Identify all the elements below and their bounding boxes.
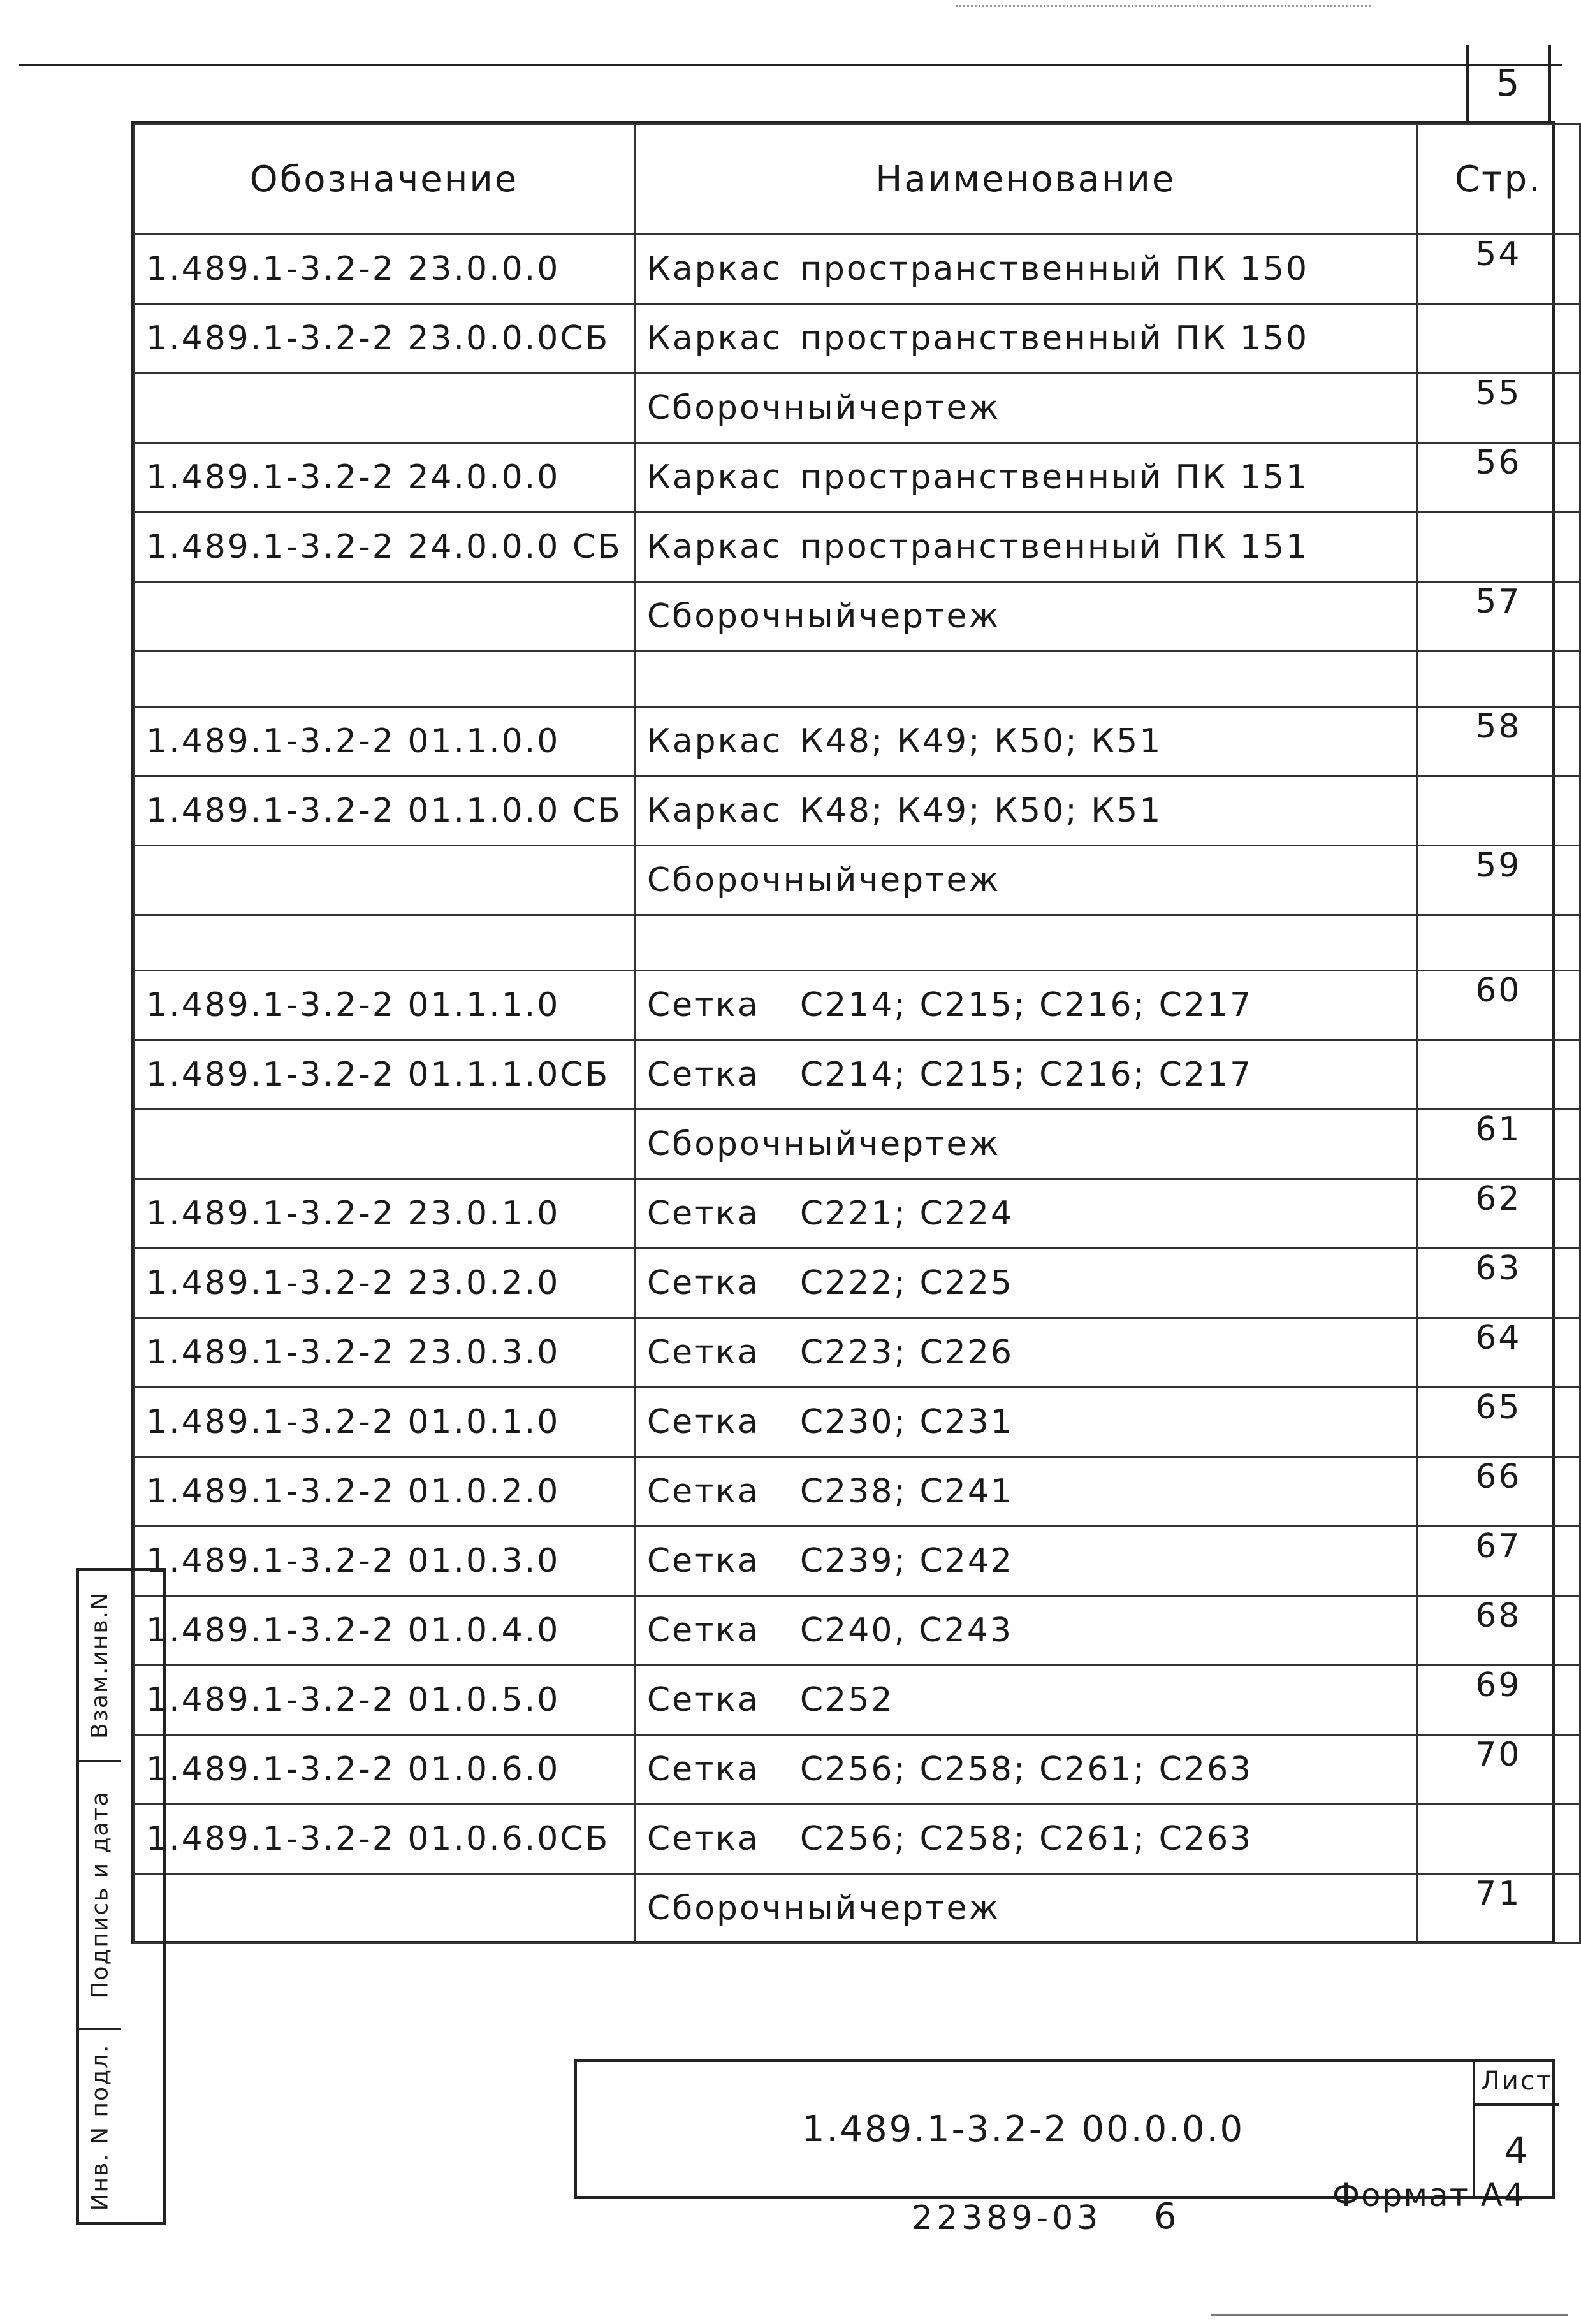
designation-cell: 1.489.1-3.2-2 01.0.6.0 bbox=[134, 1735, 635, 1805]
table-row bbox=[134, 776, 1580, 846]
header-designation: Обозначение bbox=[134, 124, 635, 235]
name-cell bbox=[634, 1040, 1417, 1110]
page-cell: 62 bbox=[1417, 1179, 1580, 1249]
item-name: С252 bbox=[799, 1681, 894, 1719]
name-cell bbox=[634, 235, 1417, 304]
item-name: чертеж bbox=[858, 1889, 1001, 1928]
side-label-inventory: Инв. N подл. bbox=[87, 2044, 113, 2211]
designation-cell: 1.489.1-3.2-2 23.0.3.0 bbox=[134, 1318, 635, 1388]
item-name: чертеж bbox=[858, 861, 1001, 899]
page-cell: 61 bbox=[1417, 1110, 1580, 1179]
table-row bbox=[134, 582, 1580, 651]
item-name: С238; С241 bbox=[799, 1472, 1014, 1511]
name-cell bbox=[634, 374, 1417, 443]
table-row bbox=[134, 304, 1580, 374]
page-cell: 67 bbox=[1417, 1527, 1580, 1596]
item-name: чертеж bbox=[858, 389, 1001, 427]
item-name: пространственный ПК 151 bbox=[799, 528, 1309, 566]
item-kind: Каркас bbox=[646, 250, 782, 288]
table-row bbox=[134, 651, 1580, 707]
designation-cell: 1.489.1-3.2-2 23.0.0.0СБ bbox=[134, 304, 635, 374]
page-number: 5 bbox=[1466, 45, 1551, 124]
item-kind: Сборочный bbox=[646, 389, 859, 427]
item-name: чертеж bbox=[858, 597, 1001, 635]
item-name: С240, С243 bbox=[799, 1611, 1014, 1650]
designation-cell: 1.489.1-3.2-2 01.0.3.0 bbox=[134, 1527, 635, 1596]
side-cell-inventory bbox=[79, 2030, 121, 2225]
designation-cell bbox=[134, 374, 635, 443]
designation-cell: 1.489.1-3.2-2 01.0.6.0СБ bbox=[134, 1805, 635, 1874]
designation-cell: 1.489.1-3.2-2 23.0.0.0 bbox=[134, 235, 635, 304]
page-cell bbox=[1417, 512, 1580, 582]
item-kind: Сетка bbox=[646, 986, 760, 1024]
item-kind: Сетка bbox=[646, 1403, 760, 1441]
top-dotted-line bbox=[956, 5, 1371, 7]
name-cell bbox=[634, 1179, 1417, 1249]
designation-cell: 1.489.1-3.2-2 01.0.1.0 bbox=[134, 1388, 635, 1457]
table-row bbox=[134, 1527, 1580, 1596]
page-cell: 57 bbox=[1417, 582, 1580, 651]
name-cell bbox=[634, 1110, 1417, 1179]
table-row bbox=[134, 971, 1580, 1040]
item-kind: Сетка bbox=[646, 1333, 760, 1372]
name-cell bbox=[634, 1596, 1417, 1666]
table-row bbox=[134, 707, 1580, 776]
item-kind: Сетка bbox=[646, 1611, 760, 1650]
side-label-replacement: Взам.инв.N bbox=[87, 1591, 113, 1739]
item-kind: Сетка bbox=[646, 1472, 760, 1511]
table-row bbox=[134, 235, 1580, 304]
item-kind: Каркас bbox=[646, 792, 782, 830]
header-name: Наименование bbox=[634, 124, 1417, 235]
item-kind: Сетка bbox=[646, 1820, 760, 1858]
name-cell bbox=[634, 1666, 1417, 1735]
item-name: пространственный ПК 151 bbox=[799, 458, 1309, 497]
side-stamp bbox=[76, 1568, 166, 2225]
item-kind: Сборочный bbox=[646, 597, 859, 635]
table-row bbox=[134, 915, 1580, 971]
page-cell: 64 bbox=[1417, 1318, 1580, 1388]
table-row bbox=[134, 1388, 1580, 1457]
name-cell bbox=[634, 915, 1417, 971]
item-kind: Сетка bbox=[646, 1264, 760, 1302]
name-cell bbox=[634, 971, 1417, 1040]
name-cell bbox=[634, 776, 1417, 846]
page-cell: 66 bbox=[1417, 1457, 1580, 1527]
item-kind: Сетка bbox=[646, 1681, 760, 1719]
item-name: пространственный ПК 150 bbox=[799, 319, 1309, 358]
sequence-number: 6 bbox=[1154, 2196, 1179, 2237]
page-cell: 60 bbox=[1417, 971, 1580, 1040]
title-block-code: 1.489.1-3.2-2 00.0.0.0 bbox=[801, 2108, 1245, 2150]
designation-cell: 1.489.1-3.2-2 23.0.2.0 bbox=[134, 1249, 635, 1318]
item-name: С214; С215; С216; С217 bbox=[799, 1056, 1253, 1094]
item-name: С221; С224 bbox=[799, 1195, 1014, 1233]
page-cell bbox=[1417, 915, 1580, 971]
item-kind: Каркас bbox=[646, 528, 782, 566]
name-cell bbox=[634, 1388, 1417, 1457]
table-row bbox=[134, 1666, 1580, 1735]
name-cell bbox=[634, 512, 1417, 582]
table-row bbox=[134, 1596, 1580, 1666]
page-cell bbox=[1417, 651, 1580, 707]
page-cell bbox=[1417, 304, 1580, 374]
header-row bbox=[134, 124, 1580, 235]
page-cell: 69 bbox=[1417, 1666, 1580, 1735]
page-cell: 70 bbox=[1417, 1735, 1580, 1805]
item-name: пространственный ПК 150 bbox=[799, 250, 1309, 288]
table-row bbox=[134, 1805, 1580, 1874]
side-cell-signature bbox=[79, 1762, 121, 2030]
page-cell: 68 bbox=[1417, 1596, 1580, 1666]
designation-cell: 1.489.1-3.2-2 24.0.0.0 bbox=[134, 443, 635, 512]
table-row bbox=[134, 1318, 1580, 1388]
item-kind: Сетка bbox=[646, 1542, 760, 1580]
name-cell bbox=[634, 1318, 1417, 1388]
name-cell bbox=[634, 651, 1417, 707]
designation-cell bbox=[134, 582, 635, 651]
designation-cell: 1.489.1-3.2-2 01.0.4.0 bbox=[134, 1596, 635, 1666]
designation-cell: 1.489.1-3.2-2 01.0.5.0 bbox=[134, 1666, 635, 1735]
table-row bbox=[134, 1735, 1580, 1805]
name-cell bbox=[634, 1874, 1417, 1943]
item-kind: Сетка bbox=[646, 1750, 760, 1789]
designation-cell bbox=[134, 651, 635, 707]
table-row bbox=[134, 1249, 1580, 1318]
item-name: С230; С231 bbox=[799, 1403, 1014, 1441]
bottom-line bbox=[1211, 2314, 1568, 2316]
designation-cell: 1.489.1-3.2-2 01.1.1.0 bbox=[134, 971, 635, 1040]
item-name: К48; К49; К50; К51 bbox=[799, 792, 1163, 830]
designation-cell: 1.489.1-3.2-2 01.1.1.0СБ bbox=[134, 1040, 635, 1110]
page-cell: 54 bbox=[1417, 235, 1580, 304]
page-cell bbox=[1417, 776, 1580, 846]
item-name: С214; С215; С216; С217 bbox=[799, 986, 1253, 1024]
page-cell: 55 bbox=[1417, 374, 1580, 443]
item-kind: Сборочный bbox=[646, 1889, 859, 1928]
designation-cell bbox=[134, 846, 635, 915]
name-cell bbox=[634, 443, 1417, 512]
top-border-line bbox=[19, 64, 1562, 66]
table-row bbox=[134, 443, 1580, 512]
item-name: К48; К49; К50; К51 bbox=[799, 722, 1163, 760]
item-kind: Сетка bbox=[646, 1056, 760, 1094]
sheet-box bbox=[1473, 2059, 1559, 2196]
format-label: Формат А4 bbox=[1332, 2177, 1526, 2214]
designation-cell bbox=[134, 915, 635, 971]
table-row bbox=[134, 846, 1580, 915]
archive-code: 22389-03 bbox=[912, 2199, 1102, 2237]
side-cell-replacement bbox=[79, 1571, 121, 1762]
name-cell bbox=[634, 1805, 1417, 1874]
page-cell: 59 bbox=[1417, 846, 1580, 915]
name-cell bbox=[634, 707, 1417, 776]
item-kind: Сборочный bbox=[646, 1125, 859, 1163]
spec-table bbox=[133, 123, 1581, 1944]
page-cell: 65 bbox=[1417, 1388, 1580, 1457]
table-row bbox=[134, 1040, 1580, 1110]
name-cell bbox=[634, 846, 1417, 915]
designation-cell bbox=[134, 1110, 635, 1179]
sheet-label: Лист bbox=[1475, 2059, 1559, 2106]
designation-cell: 1.489.1-3.2-2 01.0.2.0 bbox=[134, 1457, 635, 1527]
designation-cell: 1.489.1-3.2-2 23.0.1.0 bbox=[134, 1179, 635, 1249]
item-name: С239; С242 bbox=[799, 1542, 1014, 1580]
page-cell: 71 bbox=[1417, 1874, 1580, 1943]
item-kind: Каркас bbox=[646, 319, 782, 358]
designation-cell: 1.489.1-3.2-2 01.1.0.0 СБ bbox=[134, 776, 635, 846]
item-name: чертеж bbox=[858, 1125, 1001, 1163]
name-cell bbox=[634, 582, 1417, 651]
item-name: С256; С258; С261; С263 bbox=[799, 1750, 1253, 1789]
page-cell: 63 bbox=[1417, 1249, 1580, 1318]
page-cell: 56 bbox=[1417, 443, 1580, 512]
name-cell bbox=[634, 1527, 1417, 1596]
designation-cell: 1.489.1-3.2-2 24.0.0.0 СБ bbox=[134, 512, 635, 582]
item-kind: Каркас bbox=[646, 458, 782, 497]
side-label-signature: Подпись и дата bbox=[87, 1790, 113, 1999]
name-cell bbox=[634, 1735, 1417, 1805]
table-row bbox=[134, 1179, 1580, 1249]
table-row bbox=[134, 374, 1580, 443]
item-kind: Сетка bbox=[646, 1195, 760, 1233]
header-page: Стр. bbox=[1417, 124, 1580, 235]
page-cell bbox=[1417, 1040, 1580, 1110]
item-kind: Каркас bbox=[646, 722, 782, 760]
table-row bbox=[134, 1457, 1580, 1527]
name-cell bbox=[634, 1457, 1417, 1527]
table-row bbox=[134, 1874, 1580, 1943]
item-name: С222; С225 bbox=[799, 1264, 1014, 1302]
page-cell: 58 bbox=[1417, 707, 1580, 776]
item-kind: Сборочный bbox=[646, 861, 859, 899]
page-cell bbox=[1417, 1805, 1580, 1874]
designation-cell bbox=[134, 1874, 635, 1943]
item-name: С223; С226 bbox=[799, 1333, 1014, 1372]
table-row bbox=[134, 1110, 1580, 1179]
sheet-number: 4 bbox=[1504, 2129, 1530, 2172]
name-cell bbox=[634, 1249, 1417, 1318]
item-name: С256; С258; С261; С263 bbox=[799, 1820, 1253, 1858]
table-row bbox=[134, 512, 1580, 582]
designation-cell: 1.489.1-3.2-2 01.1.0.0 bbox=[134, 707, 635, 776]
name-cell bbox=[634, 304, 1417, 374]
